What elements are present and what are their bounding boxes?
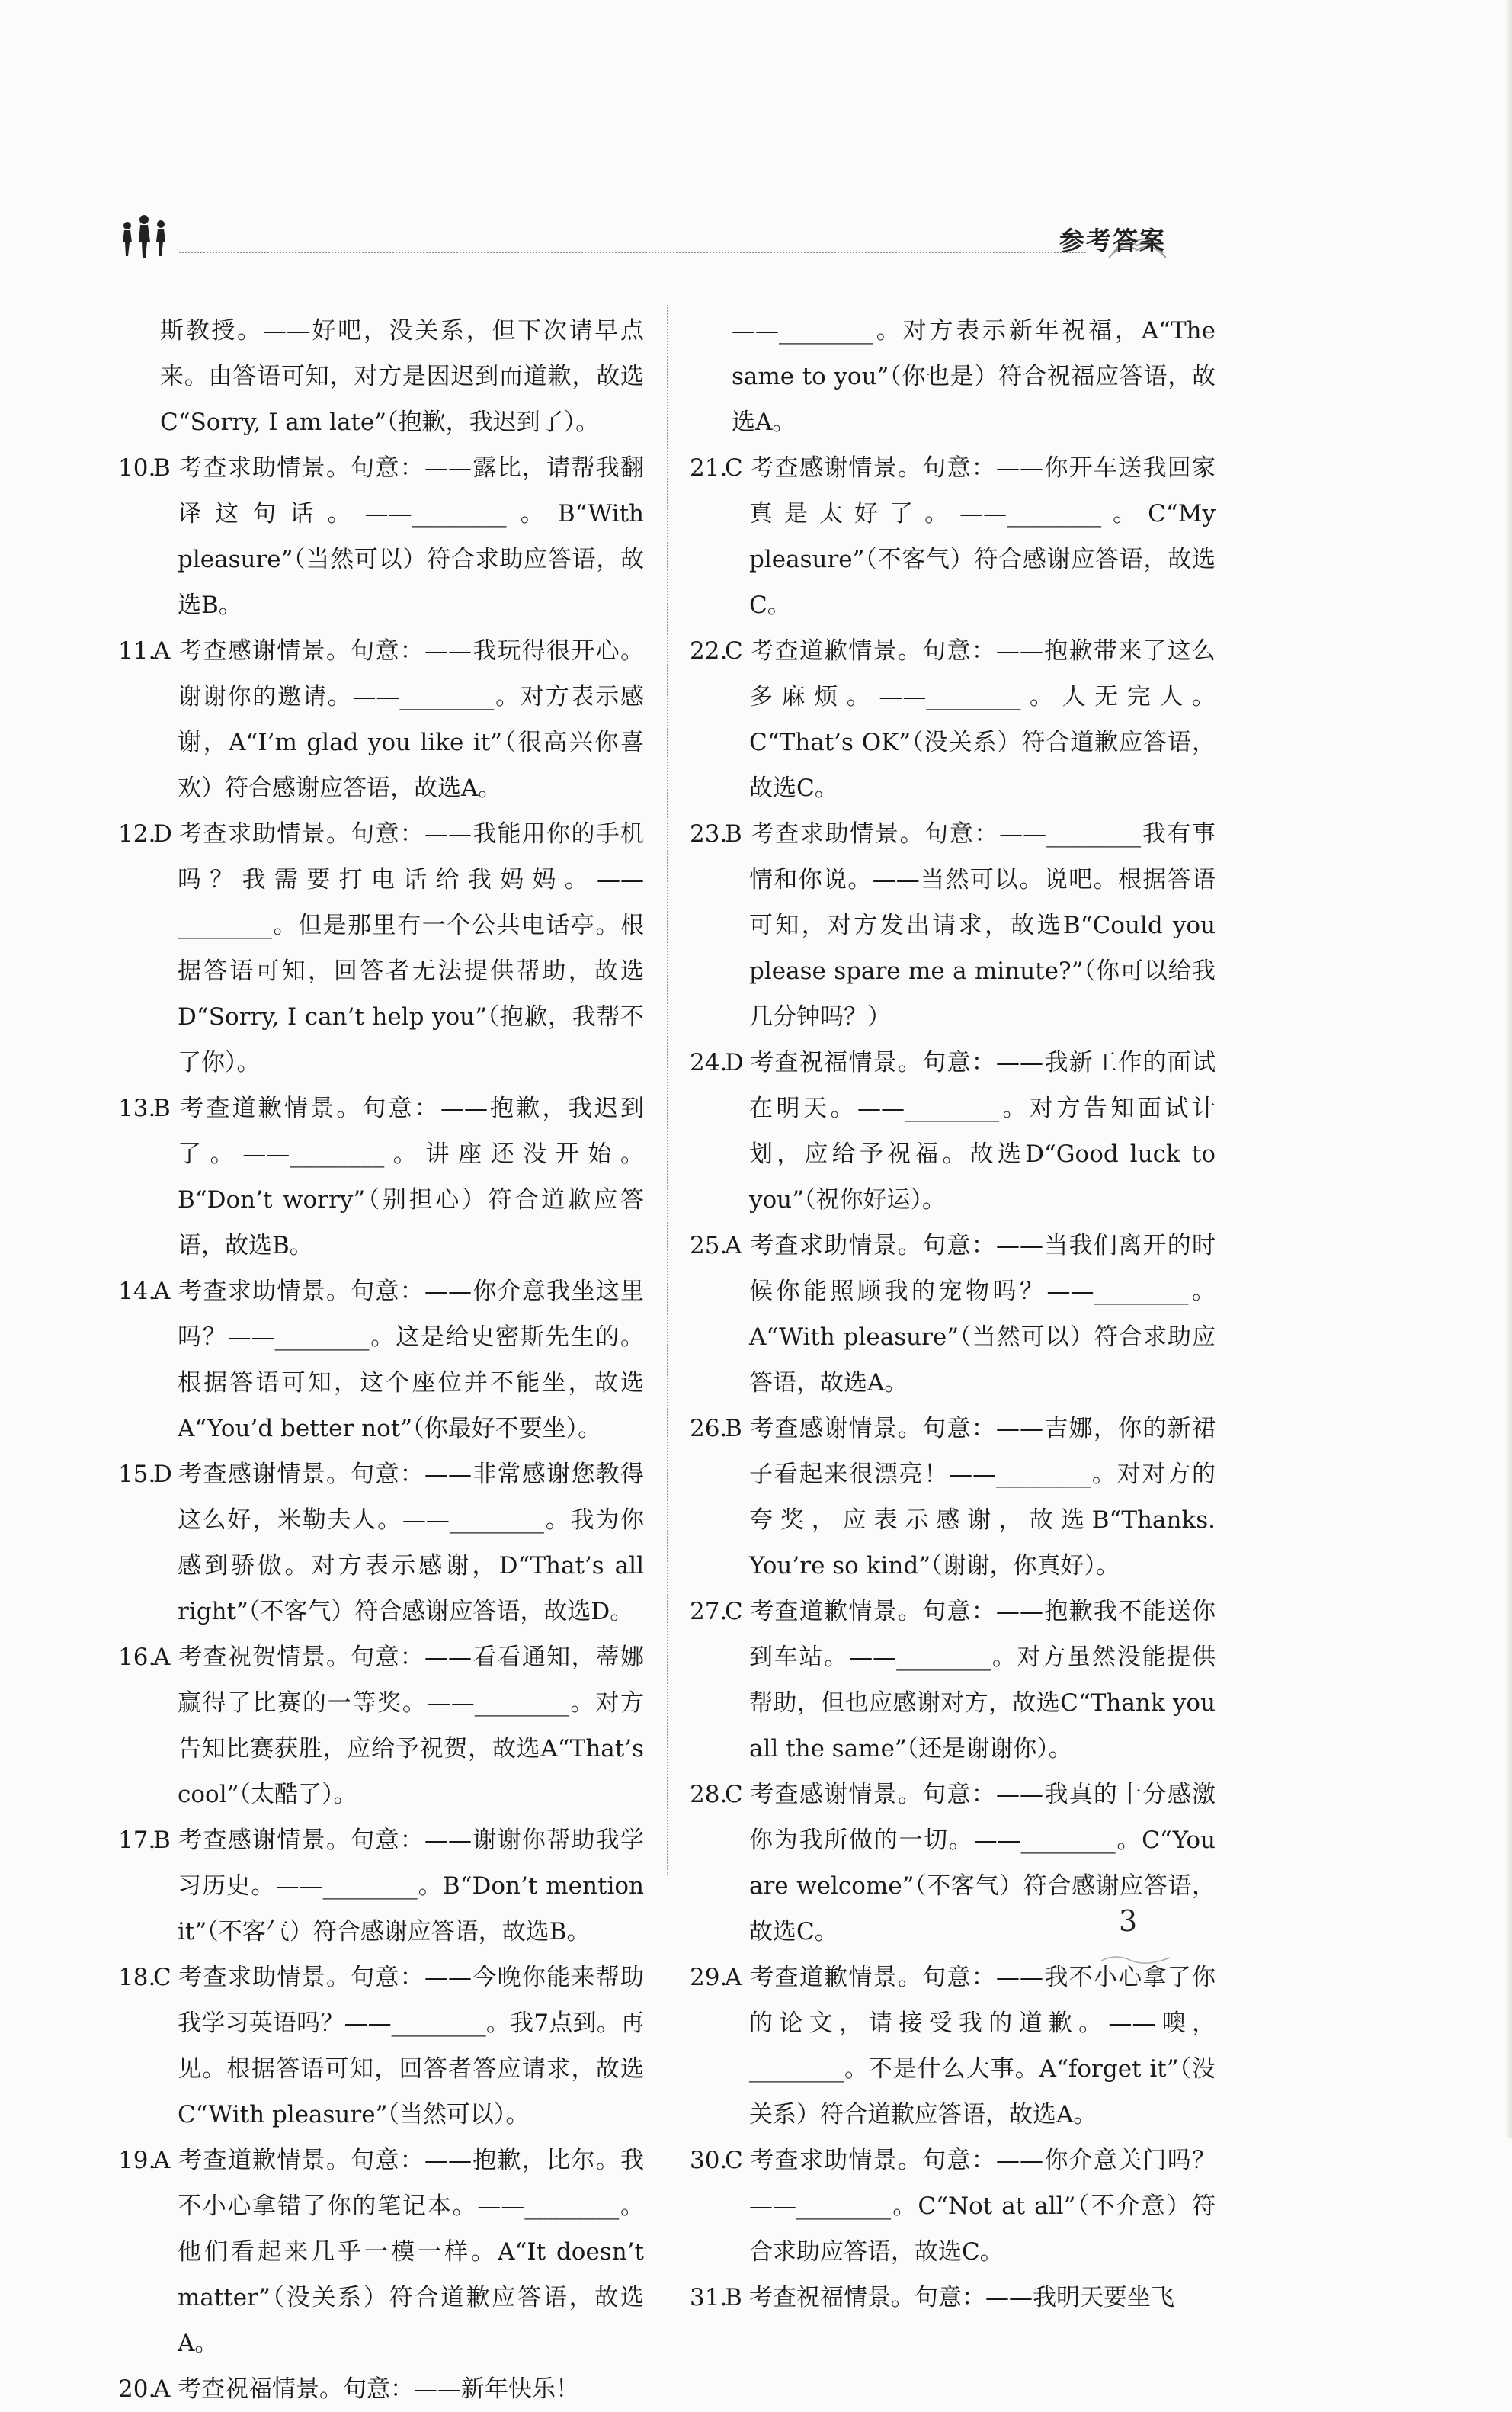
answer-item [690,1223,1216,1406]
answer-letter: C [725,454,743,482]
question-number: 30. [690,2147,728,2174]
answer-letter: A [153,2147,171,2174]
answer-item [118,1955,644,2138]
answer-letter: D [725,1049,744,1076]
question-number: 23. [690,820,728,848]
answer-item [690,1955,1216,2138]
answer-letter: A [153,637,171,665]
explanation-text: 考查感谢情景。句意：——吉娜，你的新裙子看起来很漂亮！——________。对对方的夸奖，应表示感谢，故选B“Thanks. You’re so kind”（谢谢，你真好）。 [749,1415,1216,1580]
explanation-text: 考查道歉情景。句意：——我不小心拿了你的论文，请接受我的道歉。——噢，________。不是什么大事。A“forget it”（没关系）符合道歉应答语，故选A。 [749,1964,1216,2128]
answer-letter: B [725,1415,742,1442]
scan-edge [1507,0,1512,2138]
answer-item [118,1451,644,1634]
answer-letter: B [153,454,171,482]
explanation-text: 考查道歉情景。句意：——抱歉我不能送你到车站。——________。对方虽然没能提供帮助，但也应感谢对方，故选C“Thank you all the same”（还是谢谢你）。 [749,1598,1216,1762]
answer-item [118,1086,644,1269]
explanation-text: 考查感谢情景。句意：——我玩得很开心。谢谢你的邀请。——________。对方表示感谢，A“I’m glad you like it”（很高兴你喜欢）符合感谢应答语，故选A。 [178,637,644,802]
answer-letter: B [725,2284,742,2311]
explanation-text: 考查祝福情景。句意：——我明天要坐飞 [749,2284,1174,2311]
page-number-ornament-icon [1097,1952,1174,1967]
explanation-text: 斯教授。——好吧，没关系，但下次请早点来。由答语可知，对方是因迟到而道歉，故选C“Sorry, I am late”（抱歉，我迟到了）。 [160,317,644,436]
answer-letter: C [725,1598,743,1625]
question-number: 16. [118,1644,156,1671]
answer-item [118,2138,644,2366]
answer-item [690,445,1216,628]
answer-letter: B [153,1827,171,1854]
answer-item [118,628,644,811]
answer-letter: D [153,1461,172,1488]
explanation-text: 考查道歉情景。句意：——抱歉，我迟到了。——________。讲座还没开始。B“Don’t worry”（别担心）符合道歉应答语，故选B。 [178,1095,644,1259]
answer-item [690,2138,1216,2275]
explanation-text: 考查祝福情景。句意：——我新工作的面试在明天。——________。对方告知面试计划，应给予祝福。故选D“Good luck to you”（祝你好运）。 [749,1049,1216,1214]
question-number: 22. [690,637,728,665]
question-number: 26. [690,1415,728,1442]
question-number: 10. [118,454,156,482]
answer-item [118,1634,644,1817]
answer-item [690,628,1216,811]
explanation-text: 考查道歉情景。句意：——抱歉带来了这么多麻烦。——________。人无完人。C“That’s OK”（没关系）符合道歉应答语，故选C。 [749,637,1216,802]
question-number: 12. [118,820,156,848]
answer-item [118,1269,644,1451]
answer-letter: B [153,1095,171,1122]
answer-item [690,2275,1216,2321]
explanation-text: 考查道歉情景。句意：——抱歉，比尔。我不小心拿错了你的笔记本。——________。他们看起来几乎一模一样。A“It doesn’t matter”（没关系）符合道歉应答语，故选A。 [178,2147,644,2357]
explanation-text: 考查求助情景。句意：——露比，请帮我翻译这句话。——________。B“With pleasure”（当然可以）符合求助应答语，故选B。 [178,454,644,619]
question-number: 14. [118,1278,156,1305]
left-column [118,308,644,2412]
answer-letter: A [153,1644,171,1671]
question-number: 19. [118,2147,156,2174]
answer-item [690,1406,1216,1589]
answer-letter: C [725,637,743,665]
answer-letter: C [153,1964,171,1991]
answer-letter: A [153,1278,171,1305]
answer-item [118,811,644,1086]
answer-letter: A [725,1964,742,1991]
people-icon [118,212,171,259]
page-number: 3 [1119,1904,1138,1938]
header-title: 参考答案 [1059,226,1166,255]
answer-item [118,1817,644,1955]
answer-letter: C [725,1781,743,1808]
question-number: 18. [118,1964,156,1991]
explanation-text: ——________。对方表示新年祝福，A“The same to you”（你也是）符合祝福应答语，故选A。 [732,317,1216,436]
question-number: 25. [690,1232,728,1259]
explanation-text: 考查求助情景。句意：——我能用你的手机吗？我需要打电话给我妈妈。——________。但是那里有一个公共电话亭。根据答语可知，回答者无法提供帮助，故选D“Sorry, I can’t help you”（抱歉，我帮不了你）。 [178,820,644,1076]
explanation-text: 考查感谢情景。句意：——谢谢你帮助我学习历史。——________。B“Don’t mention it”（不客气）符合感谢应答语，故选B。 [178,1827,644,1945]
answer-continuation [118,308,644,445]
answer-item [118,445,644,628]
explanation-text: 考查感谢情景。句意：——我真的十分感激你为我所做的一切。——________。C“You are welcome”（不客气）符合感谢应答语，故选C。 [749,1781,1216,1945]
question-number: 21. [690,454,728,482]
explanation-text: 考查求助情景。句意：——________我有事情和你说。——当然可以。说吧。根据答语可知，对方发出请求，故选B“Could you please spare me a minute?”（你可以给我几分钟吗？） [749,820,1216,1031]
answer-letter: B [725,820,742,848]
question-number: 11. [118,637,156,665]
question-number: 20. [118,2375,156,2403]
explanation-text: 考查祝福情景。句意：——新年快乐！ [178,2375,579,2403]
answer-letter: A [725,1232,742,1259]
answer-letter: A [153,2375,171,2403]
right-column [690,308,1216,2321]
header-rule [179,252,1086,253]
answer-item [118,2366,644,2412]
question-number: 29. [690,1964,728,1991]
question-number: 24. [690,1049,728,1076]
question-number: 13. [118,1095,156,1122]
explanation-text: 考查求助情景。句意：——你介意我坐这里吗？——________。这是给史密斯先生的。根据答语可知，这个座位并不能坐，故选A“You’d better not”（你最好不要坐）。 [178,1278,644,1442]
column-divider [667,305,668,1875]
answer-letter: D [153,820,172,848]
question-number: 31. [690,2284,728,2311]
question-number: 28. [690,1781,728,1808]
explanation-text: 考查感谢情景。句意：——你开车送我回家真是太好了。——________。C“My pleasure”（不客气）符合感谢应答语，故选C。 [749,454,1216,619]
answer-item [690,1040,1216,1223]
explanation-text: 考查求助情景。句意：——当我们离开的时候你能照顾我的宠物吗？——________。A“With pleasure”（当然可以）符合求助应答语，故选A。 [749,1232,1216,1397]
explanation-text: 考查求助情景。句意：——今晚你能来帮助我学习英语吗？——________。我7点到。再见。根据答语可知，回答者答应请求，故选C“With pleasure”（当然可以）。 [178,1964,644,2128]
explanation-text: 考查感谢情景。句意：——非常感谢您教得这么好，米勒夫人。——________。我为你感到骄傲。对方表示感谢，D“That’s all right”（不客气）符合感谢应答语，故选D。 [178,1461,644,1625]
explanation-text: 考查求助情景。句意：——你介意关门吗？——________。C“Not at all”（不介意）符合求助应答语，故选C。 [749,2147,1216,2266]
explanation-text: 考查祝贺情景。句意：——看看通知，蒂娜赢得了比赛的一等奖。——________。对方告知比赛获胜，应给予祝贺，故选A“That’s cool”（太酷了）。 [178,1644,644,1808]
answer-letter: C [725,2147,743,2174]
question-number: 17. [118,1827,156,1854]
answer-item [690,811,1216,1040]
page-header [118,212,1166,265]
answer-item [690,1589,1216,1772]
question-number: 15. [118,1461,156,1488]
question-number: 27. [690,1598,728,1625]
answer-continuation [690,308,1216,445]
